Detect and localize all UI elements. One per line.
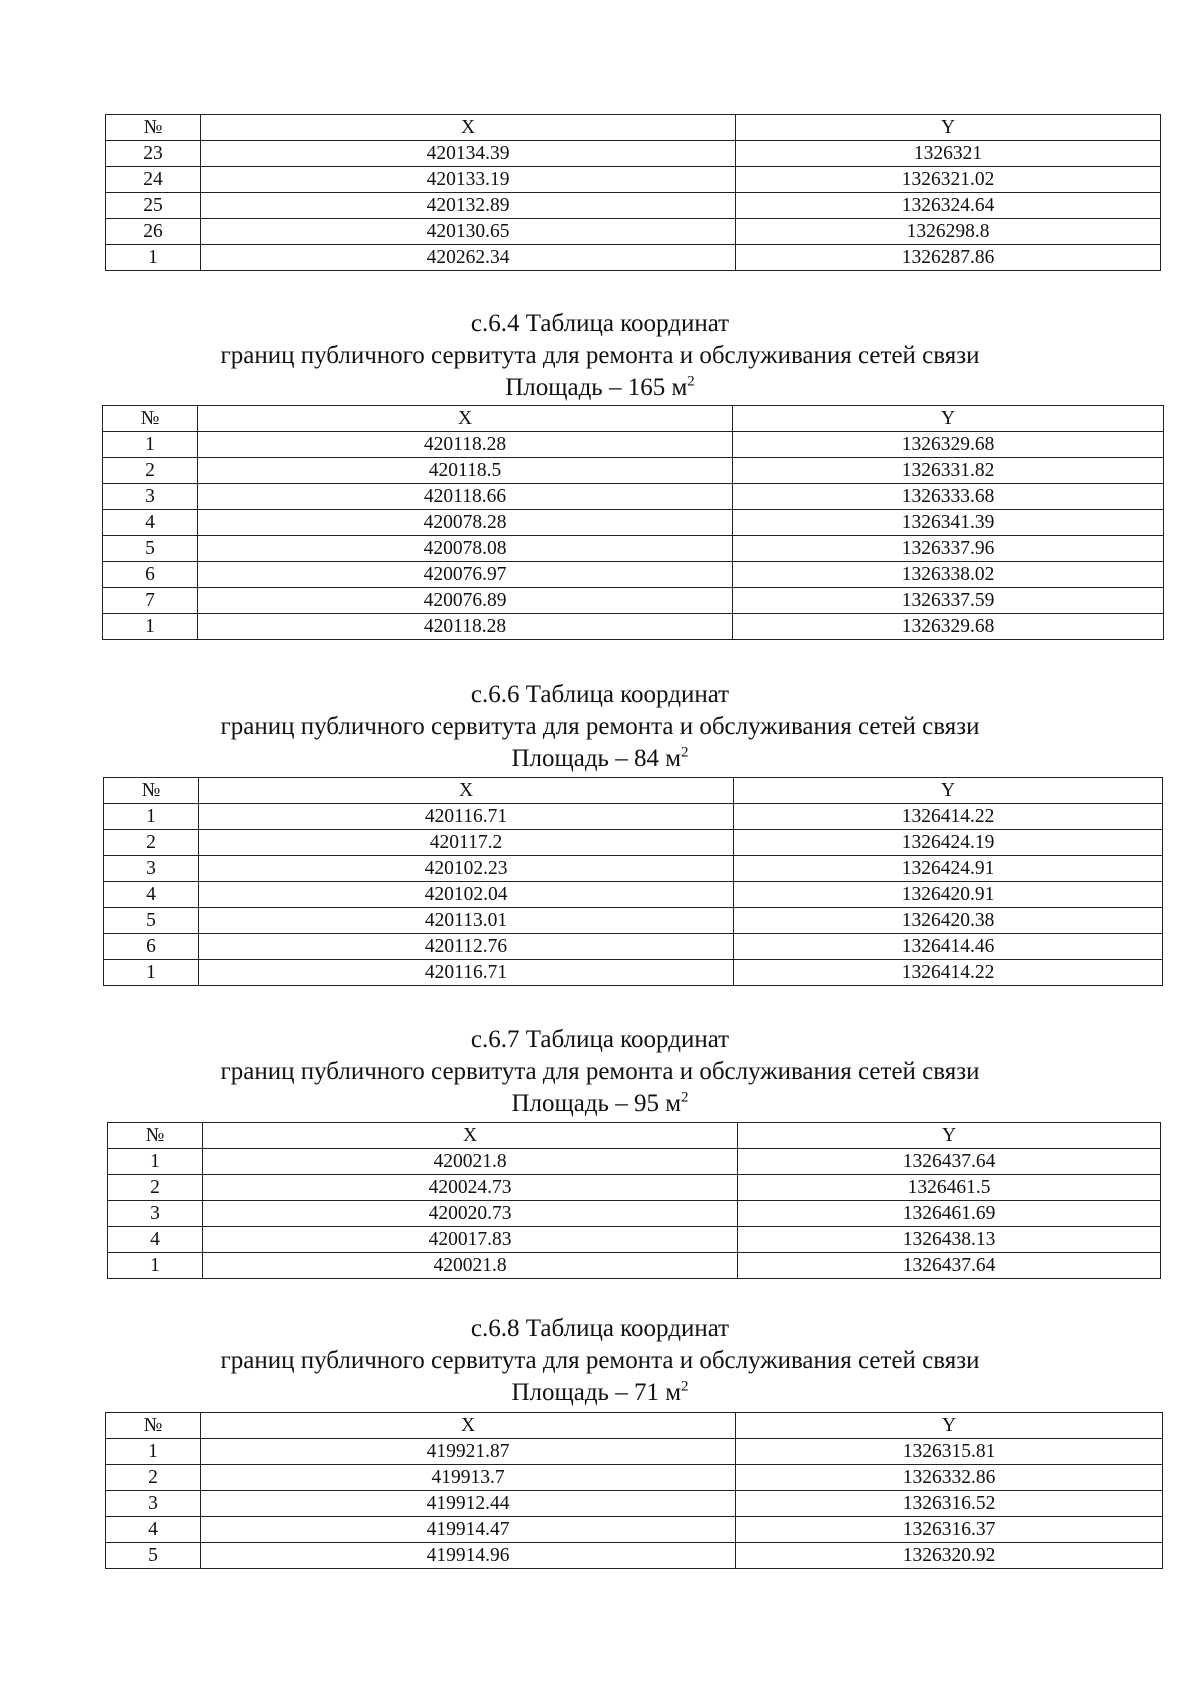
y-coordinate-cell: 1326338.02 [733, 562, 1164, 588]
table-row [106, 1491, 1163, 1517]
column-header: X [201, 1413, 736, 1439]
x-coordinate-cell: 420133.19 [201, 167, 736, 193]
coordinates-table [105, 1412, 1163, 1569]
x-coordinate-cell: 420262.34 [201, 245, 736, 271]
table-title: с.6.4 Таблица координат [470, 310, 730, 337]
point-number-cell: 1 [103, 432, 198, 458]
point-number-cell: 2 [106, 1465, 201, 1491]
column-header: № [103, 406, 198, 432]
x-coordinate-cell: 420078.08 [198, 536, 733, 562]
x-coordinate-cell: 420102.04 [199, 882, 734, 908]
table-title: с.6.7 Таблица координат [470, 1026, 730, 1053]
x-coordinate-cell: 420102.23 [199, 856, 734, 882]
y-coordinate-cell: 1326316.52 [736, 1491, 1163, 1517]
table-row [104, 908, 1163, 934]
column-header: Y [736, 1413, 1163, 1439]
table-subtitle: границ публичного сервитута для ремонта и обслуживания сетей связи [220, 1347, 980, 1374]
y-coordinate-cell: 1326424.91 [734, 856, 1163, 882]
column-header: X [199, 778, 734, 804]
y-coordinate-cell: 1326424.19 [734, 830, 1163, 856]
area-label: Площадь – 71 м [511, 1379, 682, 1406]
x-coordinate-cell: 420112.76 [199, 934, 734, 960]
x-coordinate-cell: 420076.97 [198, 562, 733, 588]
point-number-cell: 4 [106, 1517, 201, 1543]
table-heading [0, 679, 1200, 775]
x-coordinate-cell: 420113.01 [199, 908, 734, 934]
point-number-cell: 1 [103, 614, 198, 640]
y-coordinate-cell: 1326298.8 [736, 219, 1161, 245]
point-number-cell: 3 [108, 1201, 203, 1227]
table-subtitle: границ публичного сервитута для ремонта и обслуживания сетей связи [220, 1058, 980, 1085]
y-coordinate-cell: 1326438.13 [738, 1227, 1161, 1253]
column-header: № [106, 1413, 201, 1439]
y-coordinate-cell: 1326315.81 [736, 1439, 1163, 1465]
y-coordinate-cell: 1326320.92 [736, 1543, 1163, 1569]
column-header: Y [733, 406, 1164, 432]
y-coordinate-cell: 1326414.46 [734, 934, 1163, 960]
point-number-cell: 1 [108, 1149, 203, 1175]
y-coordinate-cell: 1326337.59 [733, 588, 1164, 614]
area-label: Площадь – 165 м [505, 374, 688, 401]
y-coordinate-cell: 1326324.64 [736, 193, 1161, 219]
table-area [0, 1088, 1200, 1120]
point-number-cell: 3 [104, 856, 199, 882]
table-row [106, 1439, 1163, 1465]
y-coordinate-cell: 1326420.91 [734, 882, 1163, 908]
point-number-cell: 3 [103, 484, 198, 510]
table-row [103, 458, 1164, 484]
y-coordinate-cell: 1326337.96 [733, 536, 1164, 562]
point-number-cell: 26 [106, 219, 201, 245]
point-number-cell: 23 [106, 141, 201, 167]
point-number-cell: 2 [104, 830, 199, 856]
point-number-cell: 6 [104, 934, 199, 960]
y-coordinate-cell: 1326332.86 [736, 1465, 1163, 1491]
column-header: Y [736, 115, 1161, 141]
y-coordinate-cell: 1326414.22 [734, 804, 1163, 830]
table-row [104, 830, 1163, 856]
table-row [108, 1175, 1161, 1201]
point-number-cell: 4 [108, 1227, 203, 1253]
table-header-row [103, 406, 1164, 432]
y-coordinate-cell: 1326329.68 [733, 432, 1164, 458]
table-area [0, 1377, 1200, 1409]
x-coordinate-cell: 419912.44 [201, 1491, 736, 1517]
x-coordinate-cell: 420020.73 [203, 1201, 738, 1227]
point-number-cell: 24 [106, 167, 201, 193]
coordinates-table [105, 114, 1161, 271]
area-unit-exponent: 2 [681, 1089, 689, 1106]
y-coordinate-cell: 1326333.68 [733, 484, 1164, 510]
area-label: Площадь – 95 м [511, 1090, 682, 1117]
table-row [108, 1201, 1161, 1227]
table-row [103, 432, 1164, 458]
x-coordinate-cell: 419913.7 [201, 1465, 736, 1491]
table-row [103, 614, 1164, 640]
y-coordinate-cell: 1326321.02 [736, 167, 1161, 193]
table-row [103, 484, 1164, 510]
column-header: № [106, 115, 201, 141]
table-heading [0, 1024, 1200, 1120]
point-number-cell: 5 [103, 536, 198, 562]
table-row [103, 588, 1164, 614]
area-label: Площадь – 84 м [511, 745, 682, 772]
table-row [104, 960, 1163, 986]
column-header: № [108, 1123, 203, 1149]
table-area [0, 372, 1200, 404]
coordinates-table [107, 1122, 1161, 1279]
x-coordinate-cell: 419914.96 [201, 1543, 736, 1569]
table-row [106, 245, 1161, 271]
column-header: Y [734, 778, 1163, 804]
x-coordinate-cell: 420134.39 [201, 141, 736, 167]
x-coordinate-cell: 420076.89 [198, 588, 733, 614]
point-number-cell: 5 [106, 1543, 201, 1569]
x-coordinate-cell: 420116.71 [199, 804, 734, 830]
table-subtitle: границ публичного сервитута для ремонта и обслуживания сетей связи [220, 713, 980, 740]
point-number-cell: 5 [104, 908, 199, 934]
table-subtitle: границ публичного сервитута для ремонта и обслуживания сетей связи [220, 342, 980, 369]
coordinates-table [103, 777, 1163, 986]
table-title: с.6.8 Таблица координат [470, 1315, 730, 1342]
column-header: № [104, 778, 199, 804]
x-coordinate-cell: 419921.87 [201, 1439, 736, 1465]
y-coordinate-cell: 1326437.64 [738, 1253, 1161, 1279]
point-number-cell: 1 [106, 1439, 201, 1465]
table-title: с.6.6 Таблица координат [470, 681, 730, 708]
coordinates-table [102, 405, 1164, 640]
x-coordinate-cell: 420118.28 [198, 432, 733, 458]
table-row [108, 1149, 1161, 1175]
table-header-row [104, 778, 1163, 804]
y-coordinate-cell: 1326461.69 [738, 1201, 1161, 1227]
point-number-cell: 25 [106, 193, 201, 219]
y-coordinate-cell: 1326321 [736, 141, 1161, 167]
table-header-row [108, 1123, 1161, 1149]
y-coordinate-cell: 1326316.37 [736, 1517, 1163, 1543]
column-header: Y [738, 1123, 1161, 1149]
point-number-cell: 7 [103, 588, 198, 614]
point-number-cell: 3 [106, 1491, 201, 1517]
y-coordinate-cell: 1326329.68 [733, 614, 1164, 640]
x-coordinate-cell: 420118.28 [198, 614, 733, 640]
y-coordinate-cell: 1326331.82 [733, 458, 1164, 484]
x-coordinate-cell: 420116.71 [199, 960, 734, 986]
y-coordinate-cell: 1326341.39 [733, 510, 1164, 536]
table-row [108, 1253, 1161, 1279]
column-header: X [201, 115, 736, 141]
x-coordinate-cell: 420130.65 [201, 219, 736, 245]
x-coordinate-cell: 420118.66 [198, 484, 733, 510]
table-row [104, 934, 1163, 960]
y-coordinate-cell: 1326420.38 [734, 908, 1163, 934]
table-row [106, 1543, 1163, 1569]
area-unit-exponent: 2 [687, 373, 695, 390]
table-heading [0, 1313, 1200, 1409]
x-coordinate-cell: 420118.5 [198, 458, 733, 484]
x-coordinate-cell: 419914.47 [201, 1517, 736, 1543]
point-number-cell: 2 [108, 1175, 203, 1201]
table-row [106, 1465, 1163, 1491]
x-coordinate-cell: 420078.28 [198, 510, 733, 536]
y-coordinate-cell: 1326287.86 [736, 245, 1161, 271]
table-row [106, 141, 1161, 167]
x-coordinate-cell: 420017.83 [203, 1227, 738, 1253]
point-number-cell: 1 [104, 960, 199, 986]
table-row [104, 804, 1163, 830]
point-number-cell: 6 [103, 562, 198, 588]
point-number-cell: 4 [104, 882, 199, 908]
table-row [104, 856, 1163, 882]
x-coordinate-cell: 420021.8 [203, 1149, 738, 1175]
point-number-cell: 1 [106, 245, 201, 271]
table-row [106, 167, 1161, 193]
area-unit-exponent: 2 [681, 1378, 689, 1395]
area-unit-exponent: 2 [681, 744, 689, 761]
table-row [104, 882, 1163, 908]
table-row [106, 193, 1161, 219]
column-header: X [198, 406, 733, 432]
x-coordinate-cell: 420132.89 [201, 193, 736, 219]
table-row [103, 562, 1164, 588]
table-row [103, 510, 1164, 536]
y-coordinate-cell: 1326414.22 [734, 960, 1163, 986]
point-number-cell: 4 [103, 510, 198, 536]
x-coordinate-cell: 420024.73 [203, 1175, 738, 1201]
table-header-row [106, 115, 1161, 141]
table-header-row [106, 1413, 1163, 1439]
x-coordinate-cell: 420021.8 [203, 1253, 738, 1279]
point-number-cell: 1 [108, 1253, 203, 1279]
table-row [106, 1517, 1163, 1543]
column-header: X [203, 1123, 738, 1149]
table-area [0, 743, 1200, 775]
point-number-cell: 2 [103, 458, 198, 484]
point-number-cell: 1 [104, 804, 199, 830]
table-heading [0, 308, 1200, 404]
y-coordinate-cell: 1326437.64 [738, 1149, 1161, 1175]
y-coordinate-cell: 1326461.5 [738, 1175, 1161, 1201]
table-row [108, 1227, 1161, 1253]
x-coordinate-cell: 420117.2 [199, 830, 734, 856]
table-row [106, 219, 1161, 245]
table-row [103, 536, 1164, 562]
